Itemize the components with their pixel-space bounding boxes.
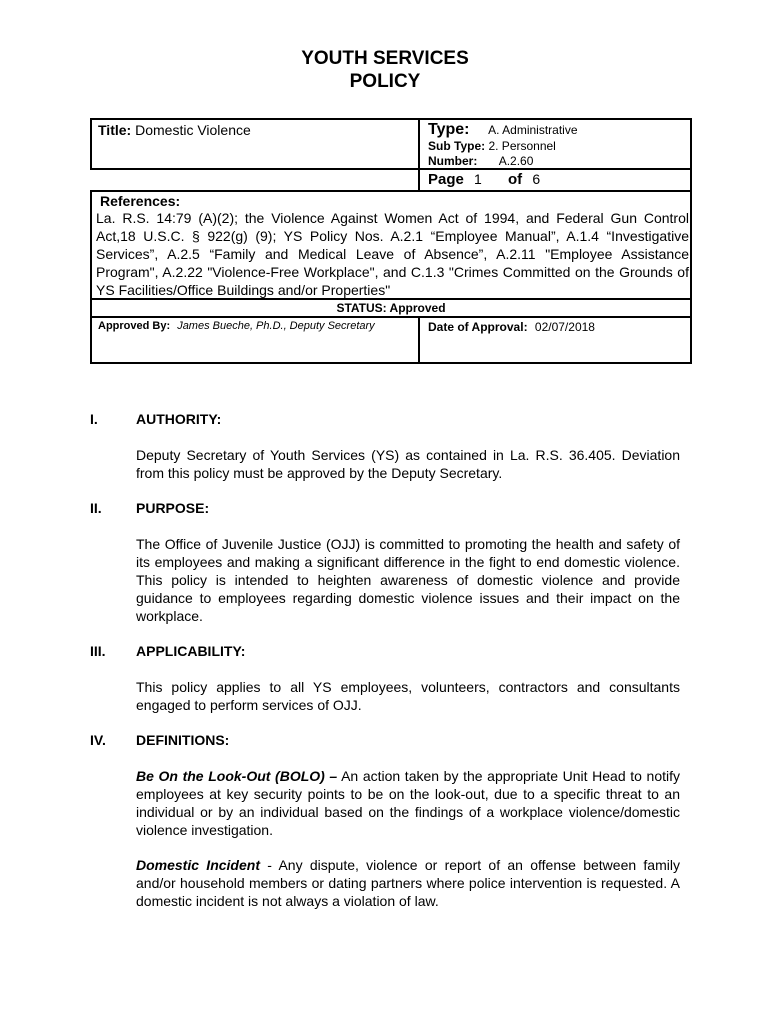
approved-by-value: James Bueche, Ph.D., Deputy Secretary — [177, 320, 375, 332]
approved-by-label: Approved By: — [98, 320, 171, 332]
definition-text: - Any dispute, violence or report of an offense between family and/or household members or dating partners where police intervention is requested. A domestic incident is not always a violation of law. — [136, 857, 680, 909]
definition-item — [136, 856, 680, 910]
type-value: A. Administrative — [488, 123, 578, 137]
references-label: References: — [100, 193, 181, 209]
section-title: APPLICABILITY: — [136, 643, 246, 659]
section-number: I. — [90, 411, 98, 427]
status-text: STATUS: Approved — [336, 301, 446, 315]
approved-by-cell — [90, 316, 420, 364]
section-title: PURPOSE: — [136, 500, 210, 516]
number-value: A.2.60 — [498, 154, 534, 168]
approval-date-cell — [418, 316, 692, 364]
section-number: IV. — [90, 732, 106, 748]
subtype-value: 2. Personnel — [488, 139, 556, 153]
definition-item — [136, 767, 680, 839]
title-cell — [90, 118, 420, 170]
page-of-label: of — [508, 171, 523, 188]
number-label: Number: — [428, 154, 478, 168]
type-label: Type: — [428, 121, 470, 138]
section-title: AUTHORITY: — [136, 411, 222, 427]
page-label: Page — [428, 171, 464, 188]
definition-term: Domestic Incident — [136, 857, 260, 873]
title-label: Title: — [98, 122, 132, 138]
heading-line-2: POLICY — [349, 71, 421, 92]
page-cell — [418, 168, 692, 192]
definition-text: An action taken by the appropriate Unit Head to notify employees at key security points to be on the look-out, due to a specific threat to an individual or by an individual based on the findings of a workplace violence/domestic violence investigation. — [136, 768, 680, 838]
section-number: III. — [90, 643, 106, 659]
section-text: Deputy Secretary of Youth Services (YS) as contained in La. R.S. 36.405. Deviation from this policy must be approved by the Deputy Secretary. — [136, 447, 680, 481]
title-value: Domestic Violence — [135, 122, 251, 138]
type-cell — [418, 118, 692, 170]
page-total: 6 — [532, 171, 541, 187]
references-cell — [90, 190, 692, 300]
references-text: La. R.S. 14:79 (A)(2); the Violence Against Women Act of 1994, and Federal Gun Control Act,18 U.S.C. § 922(g) (9); YS Policy Nos. A.2.1 “Employee Manual”, A.1.4 “Investigative Services”, A.2.5 “Family and Medical Leave of Absence”, A.2.11 "Employee Assistance Program", A.2.22 "Violence-Free Workplace", and C.1.3 "Crimes Committed on the Grounds of YS Facilities/Office Buildings and/or Properties" — [96, 210, 689, 298]
status-cell — [90, 298, 692, 318]
subtype-label: Sub Type: — [428, 139, 486, 153]
approval-date-label: Date of Approval: — [428, 320, 528, 334]
definition-term: Be On the Look-Out (BOLO) – — [136, 768, 338, 784]
section-number: II. — [90, 500, 102, 516]
document-heading — [0, 47, 770, 93]
section-text: The Office of Juvenile Justice (OJJ) is committed to promoting the health and safety of its employees and making a significant difference in the fight to end domestic violence. This policy is intended to heighten awareness of domestic violence and provide guidance to employees regarding domestic violence issues and their impact on the workplace. — [136, 536, 680, 624]
page-number: 1 — [474, 171, 482, 187]
section-text: This policy applies to all YS employees, volunteers, contractors and consultants engaged to perform services of OJJ. — [136, 679, 680, 713]
approval-date-value: 02/07/2018 — [534, 320, 595, 334]
section-title: DEFINITIONS: — [136, 732, 230, 748]
heading-line-1: YOUTH SERVICES — [301, 48, 469, 69]
